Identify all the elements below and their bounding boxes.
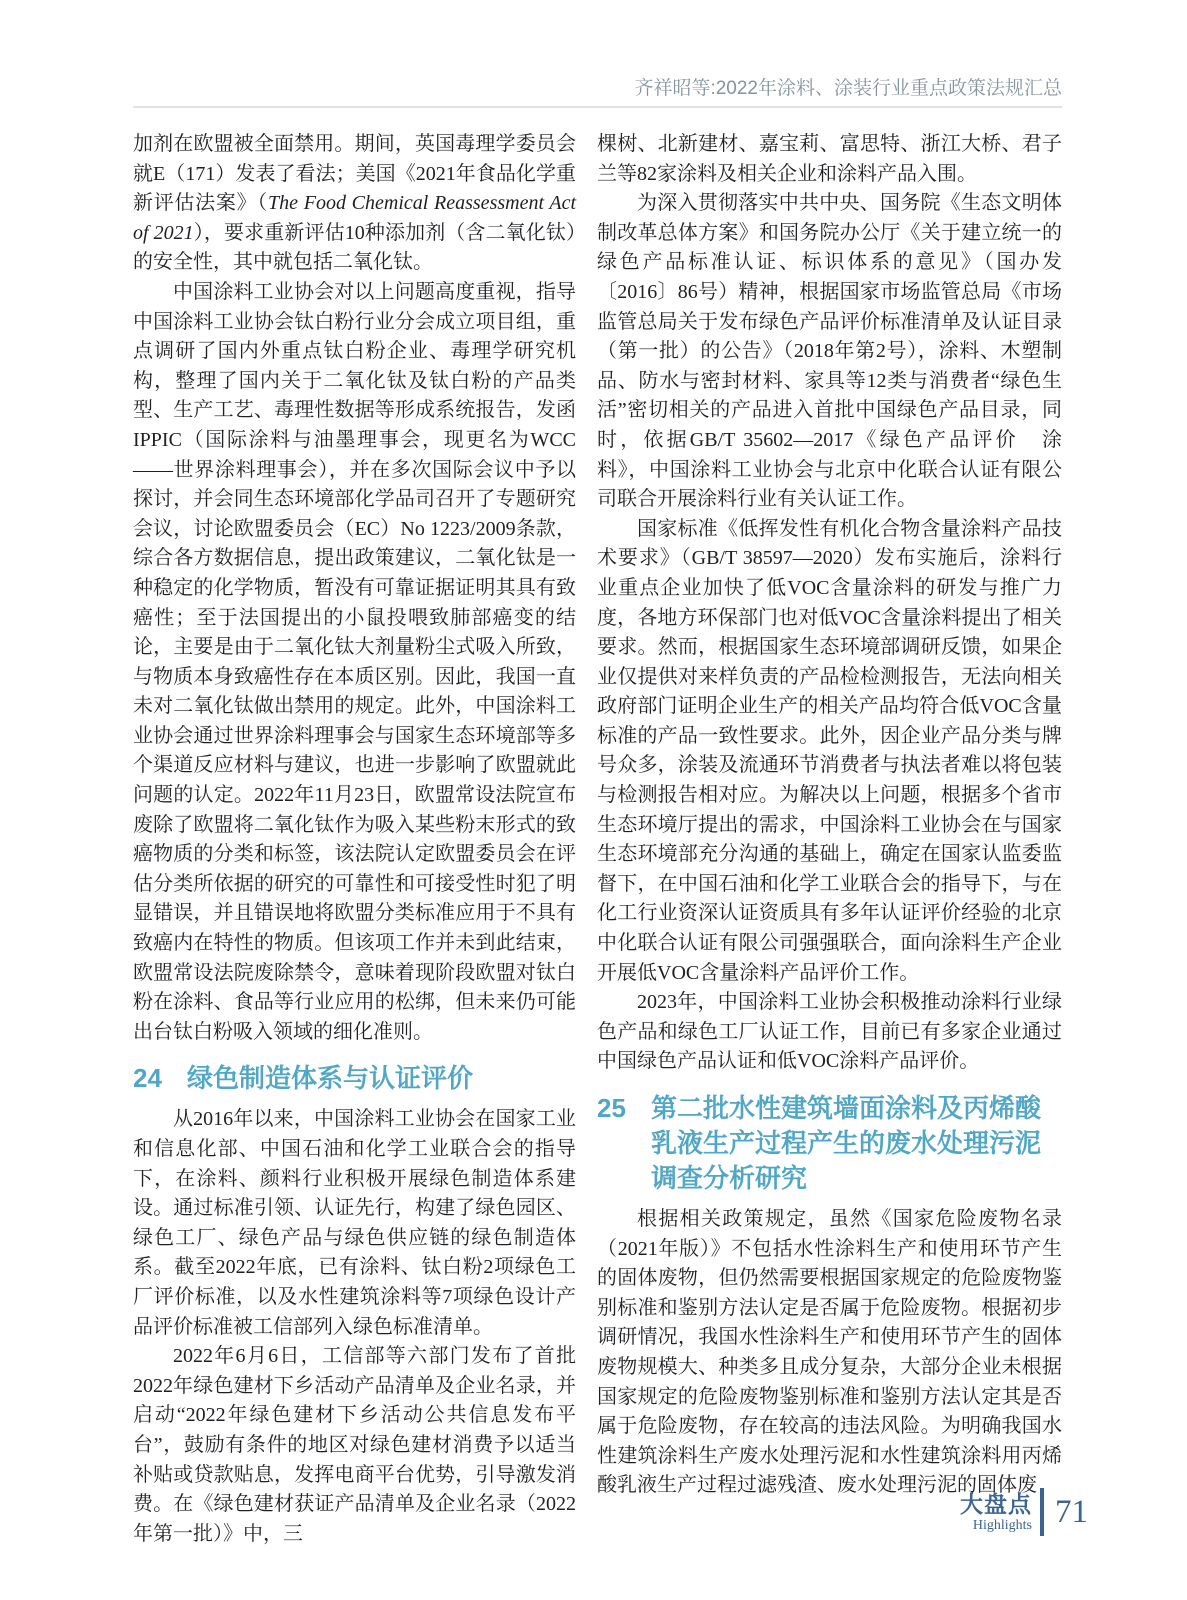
text-segment: ），要求重新评估10种添加剂（含二氧化钛）的安全性，其中就包括二氧化钛。 — [133, 221, 577, 274]
text-segment: 加剂在欧盟被全面禁用。期间，英国毒理学委员会就E（171）发表了看法；美国《2021年食品化学重新评估法案》（ — [133, 133, 576, 215]
section-number: 25 — [597, 1093, 626, 1123]
text-segment: 2023年，中国涂料工业协会积极推动涂料行业绿色产品和绿色工厂认证工作，目前已有多家企业通过中国绿色产品认证和低VOC涂料产品评价。 — [597, 991, 1062, 1073]
section-heading-24 — [133, 1061, 576, 1096]
paragraph — [597, 1205, 1062, 1501]
text-segment: 从2016年以来，中国涂料工业协会在国家工业和信息化部、中国石油和化学工业联合会的指导下，在涂料、颜料行业积极开展绿色制造体系建设。通过标准引领、认证先行，构建了绿色园区、绿色工厂、绿色产品与绿色供应链的绿色制造体系。截至2022年底，已有涂料、钛白粉2项绿色工厂评价标准，以及水性建筑涂料等7项绿色设计产品评价标准被工信部列入绿色标准清单。 — [133, 1108, 576, 1338]
content-columns — [133, 130, 1062, 1549]
paragraph — [133, 1105, 576, 1342]
footer-section-label — [960, 1491, 1032, 1534]
paragraph — [133, 278, 576, 1047]
paragraph — [133, 130, 576, 278]
footer-label-en: Highlights — [972, 1517, 1032, 1533]
section-title: 绿色制造体系与认证评价 — [187, 1063, 474, 1094]
footer-label-zh: 大盘点 — [960, 1490, 1032, 1517]
text-segment: 国家标准《低挥发性有机化合物含量涂料产品技术要求》（GB/T 38597—2020）发布实施后，涂料行业重点企业加快了低VOC含量涂料的研发与推广力度，各地方环保部门也对低VOC含量涂料提出了相关要求。然而，根据国家生态环境部调研反馈，如果企业仅提供对来样负责的产品检检测报告，无法向相关政府部门证明企业生产的相关产品均符合低VOC含量标准的产品一致性要求。此外，因企业产品分类与牌号众多，涂装及流通环节消费者与执法者难以将包装与检测报告相对应。为解决以上问题，根据多个省市生态环境厅提出的需求，中国涂料工业协会在与国家生态环境部充分沟通的基础上，确定在国家认监委监督下，在中国石油和化学工业联合会的指导下，与在化工行业资深认证资质具有多年认证评价经验的北京中化联合认证有限公司强强联合，面向涂料生产企业开展低VOC含量涂料产品评价工作。 — [597, 517, 1062, 984]
running-title: 齐祥昭等:2022年涂料、涂装行业重点政策法规汇总 — [634, 78, 1062, 99]
section-heading-25 — [597, 1091, 1062, 1196]
text-segment: 为深入贯彻落实中共中央、国务院《生态文明体制改革总体方案》和国务院办公厅《关于建立统一的绿色产品标准认证、标识体系的意见》（国办发〔2016〕86号）精神，根据国家市场监管总局《市场监管总局关于发布绿色产品评价标准清单及认证目录（第一批）的公告》（2018年第2号），涂料、木塑制品、防水与密封材料、家具等12类与消费者“绿色生活”密切相关的产品进入首批中国绿色产品目录，同时，依据GB/T 35602—2017《绿色产品评价 涂料》，中国涂料工业协会与北京中化联合认证有限公司联合开展涂料行业有关认证工作。 — [597, 192, 1062, 511]
section-title: 第二批水性建筑墙面涂料及丙烯酸乳液生产过程产生的废水处理污泥调查分析研究 — [651, 1093, 1042, 1193]
header-rule — [133, 106, 1062, 108]
text-segment: 2022年6月6日，工信部等六部门发布了首批2022年绿色建材下乡活动产品清单及企业名录，并启动“2022年绿色建材下乡活动公共信息发布平台”，鼓励有条件的地区对绿色建材消费予以适当补贴或贷款贴息，发挥电商平台优势，引导激发消费。在《绿色建材获证产品清单及企业名录（2022年第一批）》中，三 — [133, 1345, 576, 1545]
right-column — [597, 130, 1062, 1501]
page-footer — [960, 1488, 1088, 1536]
footer-divider — [1040, 1488, 1044, 1536]
paragraph — [597, 988, 1062, 1077]
paragraph — [597, 130, 1062, 189]
section-number: 24 — [133, 1063, 162, 1094]
running-head — [133, 78, 1062, 100]
paragraph — [597, 189, 1062, 515]
text-segment: 中国涂料工业协会对以上问题高度重视，指导中国涂料工业协会钛白粉行业分会成立项目组，重点调研了国内外重点钛白粉企业、毒理学研究机构，整理了国内关于二氧化钛及钛白粉的产品类型、生产工艺、毒理性数据等形成系统报告，发函IPPIC（国际涂料与油墨理事会，现更名为WCC——世界涂料理事会），并在多次国际会议中予以探讨，并会同生态环境部化学品司召开了专题研究会议，讨论欧盟委员会（EC）No 1223/2009条款，综合各方数据信息，提出政策建议，二氧化钛是一种稳定的化学物质，暂没有可靠证据证明其具有致癌性；至于法国提出的小鼠投喂致肺部癌变的结论，主要是由于二氧化钛大剂量粉尘式吸入所致，与物质本身致癌性存在本质区别。因此，我国一直未对二氧化钛做出禁用的规定。此外，中国涂料工业协会通过世界涂料理事会与国家生态环境部等多个渠道反应材料与建议，也进一步影响了欧盟就此问题的认定。2022年11月23日，欧盟常设法院宣布废除了欧盟将二氧化钛作为吸入某些粉末形式的致癌物质的分类和标签，该法院认定欧盟委员会在评估分类所依据的研究的可靠性和可接受性时犯了明显错误，并且错误地将欧盟分类标准应用于不具有致癌内在特性的物质。但该项工作并未到此结束，欧盟常设法院废除禁令，意味着现阶段欧盟对钛白粉在涂料、食品等行业应用的松绑，但未来仍可能出台钛白粉吸入领域的细化准则。 — [133, 280, 576, 1043]
page-number: 71 — [1055, 1494, 1088, 1530]
text-segment: 根据相关政策规定，虽然《国家危险废物名录（2021年版）》不包括水性涂料生产和使用环节产生的固体废物，但仍然需要根据国家规定的危险废物鉴别标准和鉴别方法认定是否属于危险废物。根据初步调研情况，我国水性涂料生产和使用环节产生的固体废物规模大、种类多且成分复杂，大部分企业未根据国家规定的危险废物鉴别标准和鉴别方法认定其是否属于危险废物，存在较高的违法风险。为明确我国水性建筑涂料生产废水处理污泥和水性建筑涂料用丙烯酸乳液生产过程过滤残渣、废水处理污泥的固体废 — [597, 1208, 1062, 1497]
italic-english-text: The Food Chemical Reassessment Act of 2021 — [133, 192, 577, 244]
paragraph — [133, 1342, 576, 1549]
left-column — [133, 130, 576, 1549]
paragraph — [597, 515, 1062, 989]
text-segment: 棵树、北新建材、嘉宝莉、富思特、浙江大桥、君子兰等82家涂料及相关企业和涂料产品入围。 — [597, 133, 1062, 185]
